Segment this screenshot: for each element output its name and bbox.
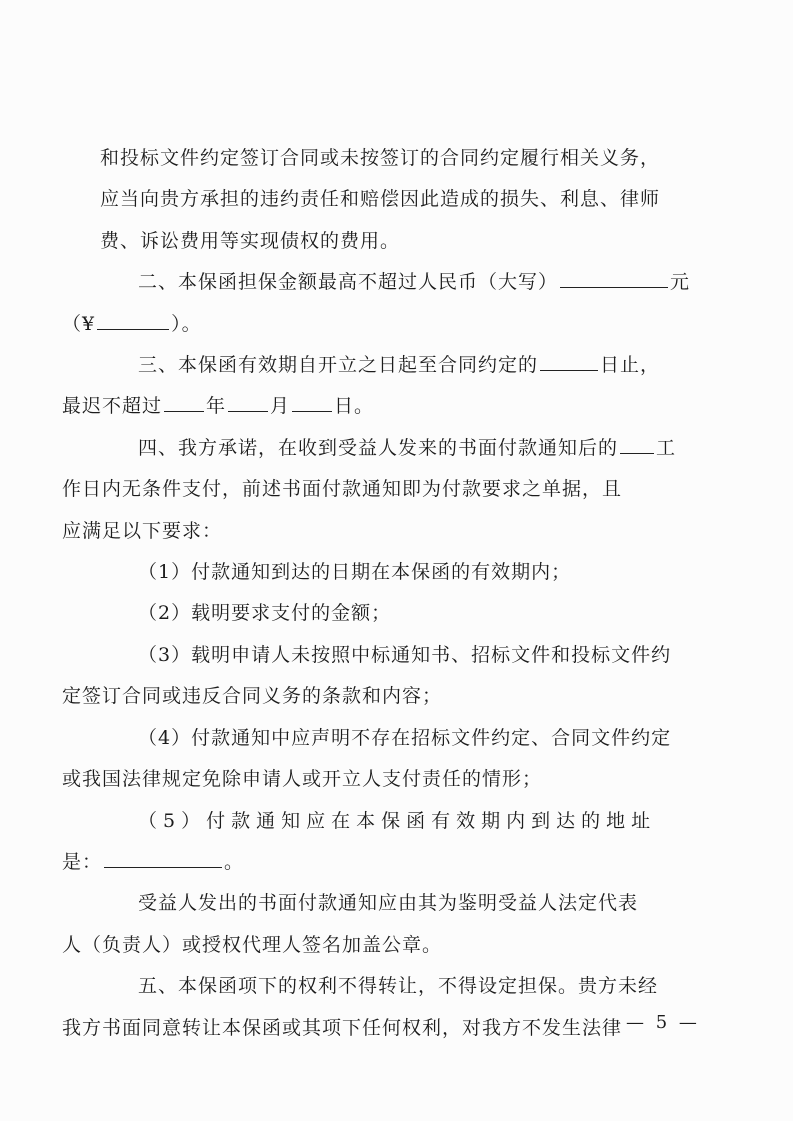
requirement-3 — [62, 635, 692, 718]
address-blank — [104, 847, 222, 868]
amount-in-figures-blank — [97, 309, 169, 330]
text-fragment: 年 — [206, 395, 227, 418]
requirement-2 — [100, 593, 692, 634]
amount-in-words-blank — [560, 267, 668, 288]
text-line: 五、本保函项下的权利不得转让，不得设定担保。贵方未经 — [138, 975, 659, 998]
text-line: 定签订合同或违反合同义务的条款和内容； — [62, 685, 443, 708]
year-blank — [164, 392, 204, 413]
document-body — [62, 138, 692, 1049]
text-line: 三、本保函有效期自开立之日起至合同约定的 — [138, 354, 539, 377]
day-blank — [292, 392, 332, 413]
text-line: 作日内无条件支付，前述书面付款通知即为付款要求之单据，且 — [62, 478, 623, 501]
text-line: （3）载明申请人未按照中标通知书、招标文件和投标文件约 — [138, 643, 672, 666]
text-line: 我方书面同意转让本保函或其项下任何权利，对我方不发生法律 — [62, 1016, 623, 1039]
requirement-5 — [62, 801, 692, 884]
clause-one-continued — [100, 138, 692, 262]
text-line: （4）付款通知中应声明不存在招标文件约定、合同文件约定 — [138, 726, 672, 749]
text-fragment: 日。 — [334, 395, 375, 418]
text-line: 或我国法律规定免除申请人或开立人支付责任的情形； — [62, 768, 543, 791]
text-line: 应满足以下要求： — [62, 519, 223, 542]
page-number: — 5 — — [626, 1012, 700, 1033]
days-blank — [540, 350, 598, 371]
text-fragment: 月 — [270, 395, 291, 418]
clause-four-commitment — [62, 428, 692, 552]
working-days-blank — [620, 433, 654, 454]
text-line: 费、诉讼费用等实现债权的费用。 — [100, 229, 401, 252]
text-fragment: （¥ — [62, 312, 96, 335]
requirement-1 — [100, 552, 692, 593]
text-line: 受益人发出的书面付款通知应由其为鉴明受益人法定代表 — [138, 892, 639, 915]
text-line: 应当向贵方承担的违约责任和赔偿因此造成的损失、利息、律师 — [100, 188, 661, 211]
text-line: 四、我方承诺，在收到受益人发来的书面付款通知后的 — [138, 436, 619, 459]
clause-two-guarantee-amount — [62, 262, 692, 345]
text-line: （5）付款通知应在本保函有效期内到达的地址 — [138, 809, 657, 832]
clause-three-validity — [62, 345, 692, 428]
text-line: 和投标文件约定签订合同或未按签订的合同约定履行相关义务， — [100, 147, 661, 169]
month-blank — [228, 392, 268, 413]
text-line: 二、本保函担保金额最高不超过人民币（大写） — [138, 271, 559, 294]
text-fragment: ）。 — [171, 312, 202, 335]
text-fragment: 。 — [224, 850, 245, 873]
text-line: （2）载明要求支付的金额； — [138, 602, 392, 625]
text-fragment: 是： — [62, 850, 103, 873]
requirement-4 — [62, 718, 692, 801]
notice-signature-paragraph — [62, 883, 692, 966]
text-fragment: 最迟不超过 — [62, 395, 163, 418]
text-line: 人（负责人）或授权代理人签名加盖公章。 — [62, 933, 443, 956]
text-line: （1）付款通知到达的日期在本保函的有效期内； — [138, 561, 572, 584]
clause-five-transfer — [62, 966, 692, 1049]
text-fragment: 日止， — [600, 354, 661, 377]
text-fragment: 元 — [670, 271, 691, 294]
text-fragment: 工 — [656, 436, 677, 459]
